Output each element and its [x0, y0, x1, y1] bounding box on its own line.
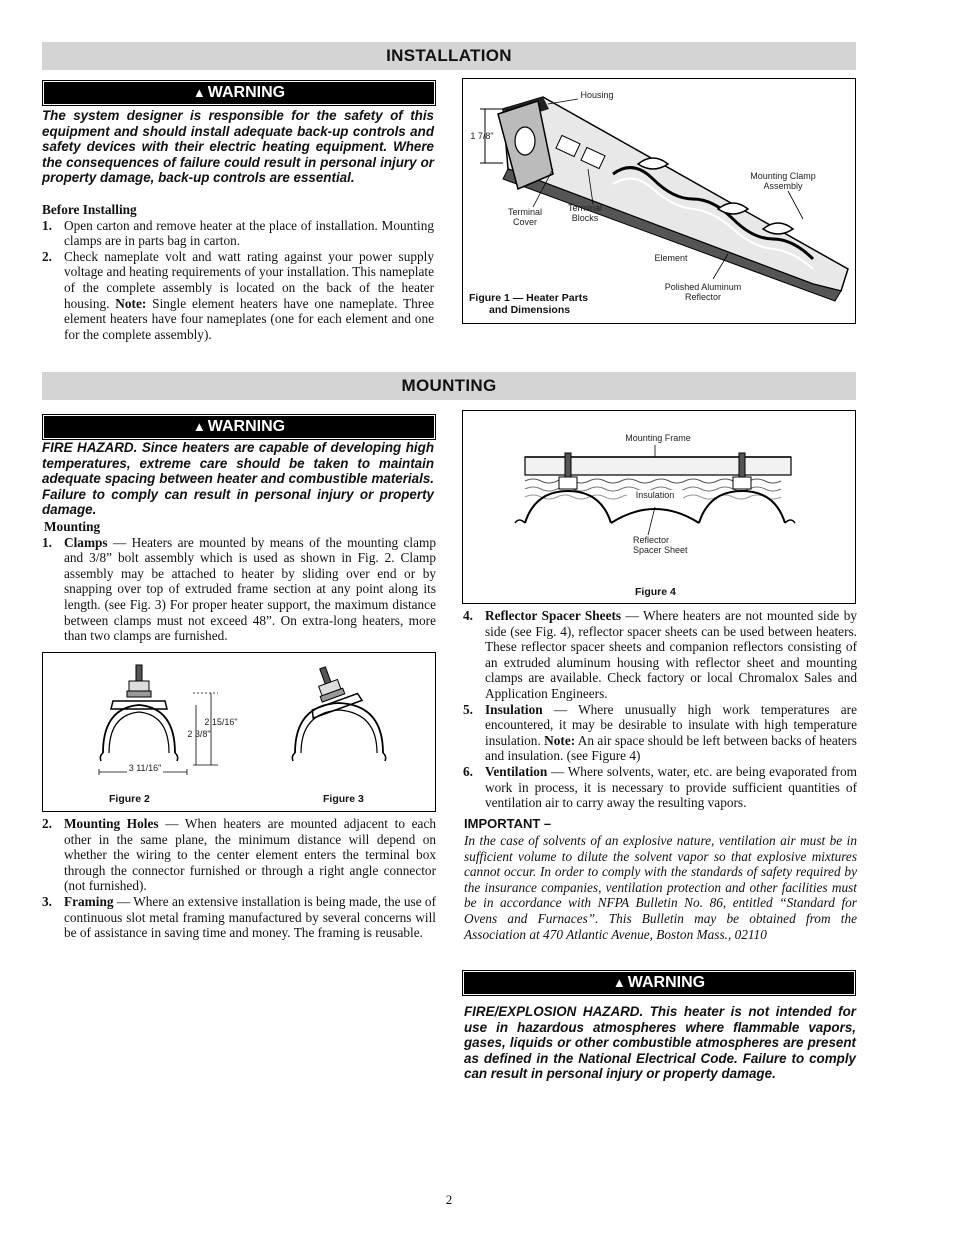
figure-2-3-clamps — [42, 652, 436, 812]
warning-triangle-icon: ▲ — [612, 975, 626, 990]
installation-warning-banner — [42, 80, 436, 106]
important-heading: IMPORTANT – — [464, 816, 552, 831]
label-reflector: Polished Aluminum Reflector — [664, 282, 742, 302]
warning-label: WARNING — [207, 84, 286, 101]
mounting-item-insulation: 5. Insulation — Where unusually high work temperatures are encountered, it may be desirable to insulate with high temperature insulation. Note: An air space should be left between backs of heaters and insulation. (see Figure 4) — [463, 701, 857, 764]
figure-4-spacer — [462, 410, 856, 604]
mounting-item-framing: 3. Framing — Where an extensive installation is being made, the use of continuous slot metal framing manufactured by several concerns will be of assistance in saving time and money. The framing is reusable. — [42, 893, 436, 941]
mounting-item-mounting-holes: 2. Mounting Holes — When heaters are mounted adjacent to each other in the same plane, the minimum distance will depend on whether the wiring to the center element enters the terminal box through the connector furnished or through a right angle connector (not furnished). — [42, 816, 436, 894]
mounting-warning-banner — [42, 414, 436, 440]
mounting-warning-text: FIRE HAZARD. Since heaters are capable of developing high temperatures, extreme care should be taken to maintain adequate spacing between heater and combustible materials. Failure to comply can result in personal injury or property damage. — [42, 440, 434, 518]
install-step-1: 1. Open carton and remove heater at the place of installation. Mounting clamps are in parts bag in carton. — [42, 217, 434, 249]
explosion-warning-text: FIRE/EXPLOSION HAZARD. This heater is not intended for use in hazardous atmospheres where flammable vapors, gases, liquids or other combustible atmospheres are present as defined in the National Electrical Code. Failure to comply can result in personal injury or property damage. — [464, 1004, 856, 1082]
dimension-b: 2 3/8" — [187, 729, 211, 739]
important-text: In the case of solvents of an explosive nature, ventilation air must be in sufficient volume to dilute the solvent vapor so that explosive mixtures cannot occur. In order to comply with the standards of safety required by the insurance companies, ventilation protection and other facilities must be in accordance with NFPA Bulletin No. 86, entitled “Standard for Ovens and Furnaces”. This Bulletin may be obtained from the Association at 470 Atlantic Avenue, Boston Mass., 02110 — [464, 833, 857, 942]
before-installing-block — [42, 202, 434, 342]
dimension-a: 2 15/16" — [204, 717, 238, 727]
figure-1-caption: Figure 1 — Heater Parts and Dimensions — [469, 292, 589, 316]
clamp-illustration — [43, 653, 435, 811]
mounting-item-ventilation: 6. Ventilation — Where solvents, water, etc. are being evaporated from work in process, it is necessary to provide sufficient quantities of ventilation air to carry away the resulting vapors. — [463, 763, 857, 811]
label-housing: Housing — [580, 90, 614, 100]
warning-triangle-icon: ▲ — [192, 85, 206, 100]
mounting-item-clamps: 1. Clamps — Heaters are mounted by means of the mounting clamp and 3/8” bolt assembly which is used as shown in Fig. 2. Clamp assembly may be attached to heater by sliding over end or by snapping over top of extruded frame section at any point along its length. (see Fig. 3) For proper heater support, the maximum distance between clamps must not exceed 48”. On extra-long heaters, more than two clamps are furnished. — [42, 534, 436, 644]
mounting-right-block — [463, 608, 857, 811]
label-insulation: Insulation — [627, 490, 683, 500]
label-dimension: 1 7/8" — [470, 131, 494, 141]
warning-triangle-icon: ▲ — [192, 419, 206, 434]
mounting-left-block-2 — [42, 816, 436, 941]
label-terminal-blocks: Terminal Blocks — [567, 203, 602, 223]
figure-2-caption: Figure 2 — [109, 793, 150, 805]
label-element: Element — [654, 253, 688, 263]
explosion-warning-banner — [462, 970, 856, 996]
label-mounting-frame: Mounting Frame — [625, 433, 691, 443]
warning-label: WARNING — [207, 418, 286, 435]
install-step-2: 2. Check nameplate volt and watt rating against your power supply voltage and heating requirements of your installation. This nameplate of the complete assembly is located on the back of the heater housing. Note: Single element heaters have one nameplate. Three element heaters have four nameplates (one for each element and one for the complete assembly). — [42, 248, 435, 342]
installation-section-title: INSTALLATION — [42, 42, 856, 70]
page-number: 2 — [445, 1192, 453, 1207]
label-terminal-cover: Terminal Cover — [507, 207, 542, 227]
before-installing-heading: Before Installing — [42, 202, 137, 217]
mounting-item-reflector-spacer: 4. Reflector Spacer Sheets — Where heaters are not mounted side by side (see Fig. 4), reflector spacer sheets can be used between heaters. These reflector spacer sheets and companion reflectors consisting of an extruded aluminum housing with reflector sheet and mounting clamps are available. Check factory or local Chromalox Sales and Application Engineers. — [463, 608, 857, 701]
label-mounting-clamp: Mounting Clamp Assembly — [750, 171, 816, 191]
installation-warning-text: The system designer is responsible for the safety of this equipment and should install adequate back-up controls and safety devices with their electric heating equipment. Where the consequences of failure could result in personal injury or property damage, back-up controls are essential. — [42, 108, 434, 186]
important-block — [464, 816, 857, 942]
figure-3-caption: Figure 3 — [323, 793, 364, 805]
dimension-c: 3 11/16" — [128, 763, 162, 773]
label-reflector-spacer: Reflector Spacer Sheet — [633, 535, 688, 555]
warning-label: WARNING — [627, 974, 706, 991]
mounting-left-block — [42, 519, 436, 644]
figure-4-caption: Figure 4 — [635, 586, 676, 598]
mounting-heading: Mounting — [44, 519, 101, 534]
figure-1-heater-parts — [462, 78, 856, 324]
mounting-section-title: MOUNTING — [42, 372, 856, 400]
